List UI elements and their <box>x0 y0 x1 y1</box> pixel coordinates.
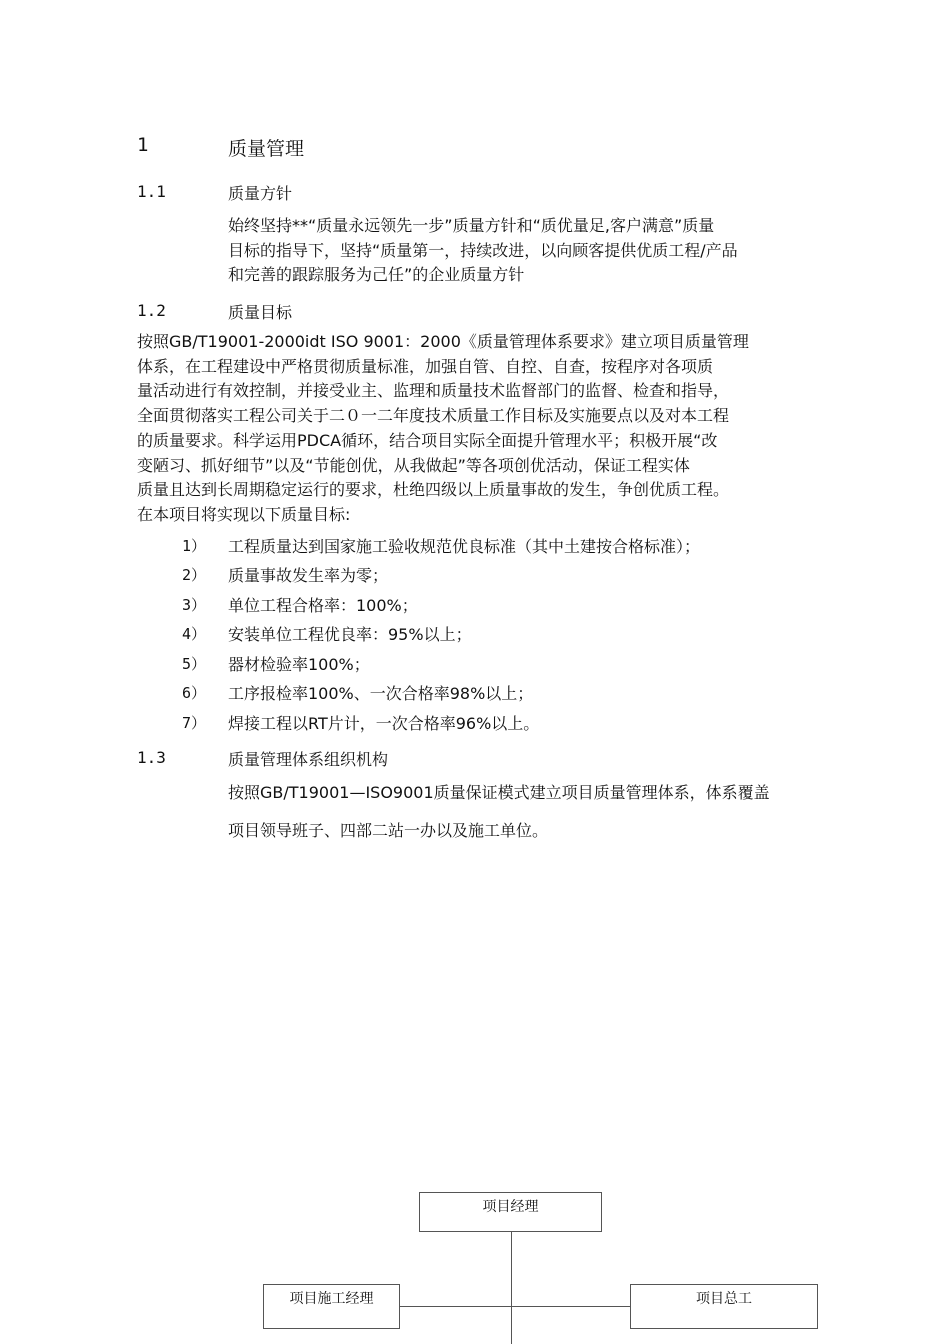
connector-horizontal <box>400 1306 630 1307</box>
list-item-text: 工序报检率100%、一次合格率98%以上； <box>228 684 534 703</box>
org-box-label: 项目总工 <box>696 1291 752 1307</box>
paragraph-line: 在本项目将实现以下质量目标: <box>137 504 351 524</box>
list-item-number: 6） <box>182 684 207 702</box>
list-item-text: 器材检验率100%； <box>228 655 370 674</box>
section-1-2-number: 1.2 <box>137 301 166 320</box>
org-box-label: 项目施工经理 <box>289 1291 374 1307</box>
paragraph-line: 质量且达到长周期稳定运行的要求，杜绝四级以上质量事故的发生，争创优质工程。 <box>137 480 730 500</box>
list-item-number: 2） <box>182 566 207 584</box>
paragraph-line: 和完善的跟踪服务为己任”的企业质量方针 <box>228 265 525 285</box>
paragraph-line: 按照GB/T19001-2000idt ISO 9001：2000《质量管理体系要求》建立项目质量管理 <box>137 332 749 351</box>
list-item-text: 质量事故发生率为零； <box>228 566 389 585</box>
paragraph-line: 体系，在工程建设中严格贯彻质量标准，加强自管、自控、自查，按程序对各项质 <box>137 356 714 376</box>
paragraph-line: 变陋习、抓好细节”以及“节能创优，从我做起”等各项创优活动，保证工程实体 <box>137 455 690 475</box>
list-item-number: 1） <box>182 537 207 555</box>
section-1-title: 质量管理 <box>228 138 305 160</box>
section-1-1-title: 质量方针 <box>228 184 293 203</box>
section-1-3-title: 质量管理体系组织机构 <box>228 750 389 769</box>
org-box-project-manager <box>419 1192 602 1232</box>
list-item-text: 单位工程合格率：100%； <box>228 596 418 615</box>
org-box-label: 项目经理 <box>482 1199 539 1215</box>
paragraph-line: 全面贯彻落实工程公司关于二０一二年度技术质量工作目标及实施要点以及对本工程 <box>137 406 730 426</box>
org-box-chief-engineer <box>630 1284 818 1329</box>
list-item-text: 焊接工程以RT片计，一次合格率96%以上。 <box>228 714 540 733</box>
list-item-number: 7） <box>182 714 207 732</box>
list-item-number: 5） <box>182 655 207 673</box>
list-item-number: 3） <box>182 596 207 614</box>
list-item-text: 安装单位工程优良率：95%以上； <box>228 625 472 644</box>
paragraph-line: 量活动进行有效控制，并接受业主、监理和质量技术监督部门的监督、检查和指导， <box>137 381 730 401</box>
section-1-number: 1 <box>137 134 149 156</box>
org-box-construction-manager <box>263 1284 400 1329</box>
org-structure-line: 按照GB/T19001—ISO9001质量保证模式建立项目质量管理体系，体系覆盖 <box>228 783 770 802</box>
paragraph-line: 目标的指导下，坚持“质量第一，持续改进，以向顾客提供优质工程/产品 <box>228 240 738 260</box>
list-item-number: 4） <box>182 625 207 643</box>
list-item-text: 工程质量达到国家施工验收规范优良标准（其中土建按合格标准）； <box>228 537 701 556</box>
section-1-3-number: 1.3 <box>137 748 166 767</box>
paragraph-line: 始终坚持**“质量永远领先一步”质量方针和“质优量足,客户满意”质量 <box>228 216 715 235</box>
quality-policy-paragraph <box>228 214 738 288</box>
quality-objective-paragraph <box>137 330 749 528</box>
connector-vertical <box>511 1232 512 1344</box>
org-structure-line: 项目领导班子、四部二站一办以及施工单位。 <box>228 821 549 840</box>
section-1-1-number: 1.1 <box>137 182 166 201</box>
paragraph-line: 的质量要求。科学运用PDCA循环，结合项目实际全面提升管理水平；积极开展“改 <box>137 430 718 450</box>
section-1-2-title: 质量目标 <box>228 303 293 322</box>
